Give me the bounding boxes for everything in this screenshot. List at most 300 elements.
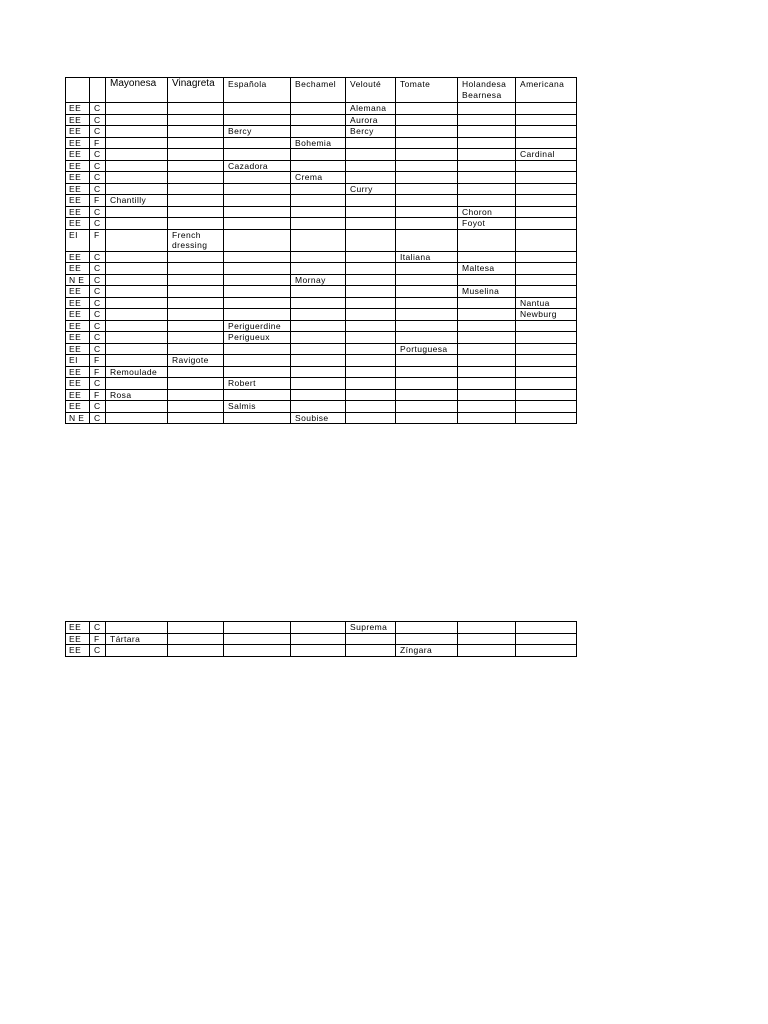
table-cell <box>396 103 458 115</box>
table-cell: C <box>90 149 106 161</box>
table-cell <box>168 286 224 298</box>
table-cell <box>516 172 577 184</box>
table-cell: C <box>90 378 106 390</box>
table-cell <box>458 320 516 332</box>
table-cell: EE <box>66 206 90 218</box>
table-cell: C <box>90 114 106 126</box>
table-cell <box>396 137 458 149</box>
table-cell <box>291 297 346 309</box>
table-cell <box>168 332 224 344</box>
table-cell: EE <box>66 103 90 115</box>
table-cell <box>224 251 291 263</box>
table-cell <box>458 183 516 195</box>
table-cell <box>458 355 516 367</box>
table-cell <box>396 114 458 126</box>
table-cell: C <box>90 622 106 634</box>
table-cell <box>396 195 458 207</box>
table-cell: C <box>90 645 106 657</box>
table-cell <box>224 274 291 286</box>
table-cell: Perigueux <box>224 332 291 344</box>
table-cell <box>346 229 396 251</box>
table-cell <box>224 172 291 184</box>
table-row <box>66 401 577 413</box>
table-cell <box>346 645 396 657</box>
table-cell <box>168 183 224 195</box>
table-cell: C <box>90 309 106 321</box>
table-cell: Zíngara <box>396 645 458 657</box>
table-cell <box>106 172 168 184</box>
table-row <box>66 412 577 424</box>
table-cell <box>346 251 396 263</box>
table-cell <box>106 160 168 172</box>
table-row <box>66 645 577 657</box>
table-row <box>66 320 577 332</box>
table-cell <box>516 251 577 263</box>
table-cell: EE <box>66 389 90 401</box>
table-cell <box>396 286 458 298</box>
table-cell <box>224 263 291 275</box>
table-cell: Ravigote <box>168 355 224 367</box>
table-row <box>66 297 577 309</box>
table-cell <box>224 343 291 355</box>
table-row <box>66 263 577 275</box>
table-row <box>66 366 577 378</box>
table-cell: Aurora <box>346 114 396 126</box>
table-cell: C <box>90 160 106 172</box>
header-mayonesa: Mayonesa <box>106 78 168 103</box>
table-cell <box>224 195 291 207</box>
table-cell: Foyot <box>458 218 516 230</box>
table-row <box>66 172 577 184</box>
table-cell <box>346 309 396 321</box>
table-cell <box>291 229 346 251</box>
table-cell <box>106 378 168 390</box>
table-cell: EE <box>66 366 90 378</box>
table-cell <box>346 401 396 413</box>
table-cell: C <box>90 218 106 230</box>
table-row <box>66 274 577 286</box>
table-cell: Cazadora <box>224 160 291 172</box>
table-row <box>66 206 577 218</box>
header-veloute: Velouté <box>346 78 396 103</box>
table-cell <box>346 218 396 230</box>
table-cell <box>396 263 458 275</box>
table-cell: EE <box>66 126 90 138</box>
table-cell <box>346 297 396 309</box>
table-cell <box>346 149 396 161</box>
table-cell: C <box>90 126 106 138</box>
table-cell <box>458 274 516 286</box>
table-cell <box>106 218 168 230</box>
table-cell <box>346 378 396 390</box>
table-cell <box>106 355 168 367</box>
table-row <box>66 160 577 172</box>
table-cell: EE <box>66 137 90 149</box>
table-cell <box>106 412 168 424</box>
table-cell: EE <box>66 195 90 207</box>
table-cell <box>458 332 516 344</box>
table-row <box>66 195 577 207</box>
table-cell <box>516 229 577 251</box>
table-row <box>66 114 577 126</box>
table-cell <box>458 229 516 251</box>
table-cell: EE <box>66 633 90 645</box>
table-row <box>66 343 577 355</box>
table-cell <box>224 218 291 230</box>
table-cell <box>291 206 346 218</box>
table-cell <box>516 274 577 286</box>
table-cell: EE <box>66 172 90 184</box>
table-cell <box>346 343 396 355</box>
table-cell <box>346 137 396 149</box>
table-cell: C <box>90 206 106 218</box>
table-cell <box>396 622 458 634</box>
table-cell: EE <box>66 320 90 332</box>
table-cell <box>458 645 516 657</box>
table-cell: C <box>90 251 106 263</box>
table-cell <box>516 343 577 355</box>
table-cell <box>291 378 346 390</box>
table-cell <box>458 251 516 263</box>
table-cell: Robert <box>224 378 291 390</box>
table-cell <box>458 633 516 645</box>
table-cell <box>291 355 346 367</box>
table-cell <box>458 401 516 413</box>
table-cell <box>396 206 458 218</box>
table-cell: Remoulade <box>106 366 168 378</box>
table-cell: N E <box>66 412 90 424</box>
table-cell <box>224 229 291 251</box>
table-cell <box>458 160 516 172</box>
table-cell: Crema <box>291 172 346 184</box>
table-cell <box>106 103 168 115</box>
table-cell <box>516 332 577 344</box>
table-row <box>66 137 577 149</box>
table-cell: Periguerdine <box>224 320 291 332</box>
table-cell <box>224 645 291 657</box>
table-cell: Rosa <box>106 389 168 401</box>
header-tomate: Tomate <box>396 78 458 103</box>
table-cell <box>396 229 458 251</box>
table-cell <box>346 206 396 218</box>
table-cell: EI <box>66 229 90 251</box>
table-cell <box>346 160 396 172</box>
table-cell <box>168 366 224 378</box>
table-cell <box>516 378 577 390</box>
table-cell: C <box>90 320 106 332</box>
table-cell: C <box>90 343 106 355</box>
table-cell <box>224 309 291 321</box>
table-cell: EE <box>66 297 90 309</box>
table-body <box>66 103 577 424</box>
table-cell <box>346 195 396 207</box>
table-cell: Maltesa <box>458 263 516 275</box>
table-cell: EE <box>66 263 90 275</box>
table-cell: C <box>90 286 106 298</box>
table-cell <box>346 366 396 378</box>
table-cell <box>291 309 346 321</box>
table-body <box>66 622 577 657</box>
table-cell <box>458 172 516 184</box>
table-cell: C <box>90 103 106 115</box>
table-cell <box>396 274 458 286</box>
table-cell <box>516 401 577 413</box>
table-cell <box>516 137 577 149</box>
table-cell <box>516 389 577 401</box>
table-cell: EE <box>66 114 90 126</box>
table-cell <box>516 355 577 367</box>
table-cell <box>346 355 396 367</box>
table-cell: C <box>90 297 106 309</box>
table-cell: EE <box>66 149 90 161</box>
table-cell <box>291 263 346 275</box>
table-cell <box>291 366 346 378</box>
table-cell: Cardinal <box>516 149 577 161</box>
table-cell: EE <box>66 309 90 321</box>
sauce-table <box>65 77 577 424</box>
table-cell <box>458 149 516 161</box>
table-cell <box>516 183 577 195</box>
table-cell <box>224 633 291 645</box>
table-cell <box>106 320 168 332</box>
table-cell <box>516 218 577 230</box>
table-cell <box>291 286 346 298</box>
table-cell <box>291 114 346 126</box>
table-cell <box>458 297 516 309</box>
table-cell <box>106 343 168 355</box>
table-cell <box>291 332 346 344</box>
table-cell <box>346 263 396 275</box>
table-cell <box>168 114 224 126</box>
table-cell <box>396 332 458 344</box>
table-cell <box>458 195 516 207</box>
table-cell <box>106 126 168 138</box>
table-cell <box>168 263 224 275</box>
table-cell <box>106 645 168 657</box>
table-row <box>66 332 577 344</box>
table-cell <box>458 309 516 321</box>
table-cell <box>396 183 458 195</box>
table-cell <box>516 412 577 424</box>
table-cell: F <box>90 355 106 367</box>
table-cell <box>291 343 346 355</box>
table-cell <box>224 103 291 115</box>
header-americana: Americana <box>516 78 577 103</box>
table-cell <box>396 633 458 645</box>
header-holandesa-bearnesa: Holandesa Bearnesa <box>458 78 516 103</box>
table-cell: Curry <box>346 183 396 195</box>
table-cell: Bercy <box>224 126 291 138</box>
table-row <box>66 355 577 367</box>
table-cell <box>291 320 346 332</box>
table-cell <box>168 378 224 390</box>
table-cell: Bohemia <box>291 137 346 149</box>
table-cell <box>106 622 168 634</box>
table-cell: F <box>90 366 106 378</box>
table-cell: C <box>90 412 106 424</box>
table-cell <box>516 114 577 126</box>
table-cell <box>516 286 577 298</box>
table-cell <box>346 332 396 344</box>
table-cell <box>516 126 577 138</box>
table-cell: EE <box>66 343 90 355</box>
table-cell <box>516 160 577 172</box>
table-cell <box>396 355 458 367</box>
table-cell: F <box>90 633 106 645</box>
table-cell <box>291 126 346 138</box>
table-cell <box>458 126 516 138</box>
table-cell: C <box>90 263 106 275</box>
table-cell <box>168 274 224 286</box>
table-cell <box>516 103 577 115</box>
table-cell <box>106 114 168 126</box>
table-cell <box>396 297 458 309</box>
table-cell <box>224 412 291 424</box>
header-cell <box>66 78 90 103</box>
table-cell <box>291 218 346 230</box>
table-cell <box>396 412 458 424</box>
table-cell <box>458 412 516 424</box>
table-cell <box>106 401 168 413</box>
table-cell <box>106 229 168 251</box>
table-row <box>66 309 577 321</box>
table-cell <box>516 366 577 378</box>
table-cell <box>106 149 168 161</box>
table-cell: Salmis <box>224 401 291 413</box>
table-cell: F <box>90 137 106 149</box>
table-cell <box>106 263 168 275</box>
table-row <box>66 229 577 251</box>
table-cell <box>458 378 516 390</box>
table-cell <box>168 412 224 424</box>
table-cell: N E <box>66 274 90 286</box>
table-cell: EE <box>66 401 90 413</box>
table-cell <box>291 401 346 413</box>
table-cell <box>516 645 577 657</box>
table-cell <box>168 320 224 332</box>
table-cell <box>168 309 224 321</box>
header-vinagreta: Vinagreta <box>168 78 224 103</box>
table-cell <box>458 137 516 149</box>
table-cell <box>396 366 458 378</box>
header-row <box>66 78 577 103</box>
table-cell: F <box>90 229 106 251</box>
table-cell: Muselina <box>458 286 516 298</box>
table-cell <box>106 183 168 195</box>
table-row <box>66 633 577 645</box>
table-cell <box>168 172 224 184</box>
table-cell <box>168 160 224 172</box>
table-cell: EE <box>66 378 90 390</box>
table-cell <box>516 206 577 218</box>
table-cell <box>346 412 396 424</box>
table-cell <box>168 218 224 230</box>
table-cell: Chantilly <box>106 195 168 207</box>
table-row <box>66 389 577 401</box>
table-cell <box>168 645 224 657</box>
table-cell <box>458 622 516 634</box>
table-cell <box>224 206 291 218</box>
table-cell <box>168 633 224 645</box>
table-row <box>66 378 577 390</box>
table-cell <box>396 126 458 138</box>
header-bechamel: Bechamel <box>291 78 346 103</box>
table-cell <box>224 622 291 634</box>
table-cell <box>168 343 224 355</box>
table-cell <box>224 389 291 401</box>
table-cell <box>458 103 516 115</box>
table-cell: EE <box>66 286 90 298</box>
table-cell <box>168 149 224 161</box>
table-cell <box>106 251 168 263</box>
table-row <box>66 126 577 138</box>
table-cell <box>458 389 516 401</box>
table-cell <box>396 160 458 172</box>
table-cell: Bercy <box>346 126 396 138</box>
table-cell <box>168 126 224 138</box>
table-cell <box>106 137 168 149</box>
table-cell <box>224 149 291 161</box>
table-cell: EE <box>66 218 90 230</box>
table-cell <box>106 274 168 286</box>
table-cell <box>291 633 346 645</box>
table-cell: Suprema <box>346 622 396 634</box>
table-cell: EI <box>66 355 90 367</box>
table-cell <box>168 389 224 401</box>
table-cell <box>224 297 291 309</box>
table-cell <box>516 263 577 275</box>
table-cell <box>346 274 396 286</box>
table-row <box>66 183 577 195</box>
table-cell <box>291 183 346 195</box>
table-cell: Italiana <box>396 251 458 263</box>
table-cell <box>291 195 346 207</box>
table-cell <box>516 320 577 332</box>
table-cell <box>396 309 458 321</box>
table-cell: Alemana <box>346 103 396 115</box>
table-cell <box>291 149 346 161</box>
table-cell: EE <box>66 332 90 344</box>
table-cell <box>291 251 346 263</box>
table-cell: EE <box>66 251 90 263</box>
table-cell <box>224 355 291 367</box>
table-cell <box>291 389 346 401</box>
table-cell: C <box>90 183 106 195</box>
table-cell <box>224 114 291 126</box>
table-cell <box>224 183 291 195</box>
table-cell <box>168 206 224 218</box>
table-cell: C <box>90 401 106 413</box>
table-cell: Tártara <box>106 633 168 645</box>
table-cell <box>458 114 516 126</box>
table-cell: Newburg <box>516 309 577 321</box>
table-cell: EE <box>66 645 90 657</box>
table-cell <box>224 286 291 298</box>
header-espanola: Española <box>224 78 291 103</box>
table-cell <box>168 251 224 263</box>
table-cell: C <box>90 332 106 344</box>
table-cell: Mornay <box>291 274 346 286</box>
sauce-table-continuation <box>65 621 577 657</box>
table-cell <box>291 103 346 115</box>
table-row <box>66 622 577 634</box>
table-cell <box>291 160 346 172</box>
table-cell <box>106 286 168 298</box>
table-cell <box>396 389 458 401</box>
table-cell <box>396 218 458 230</box>
table-cell: F <box>90 389 106 401</box>
table-cell <box>346 320 396 332</box>
